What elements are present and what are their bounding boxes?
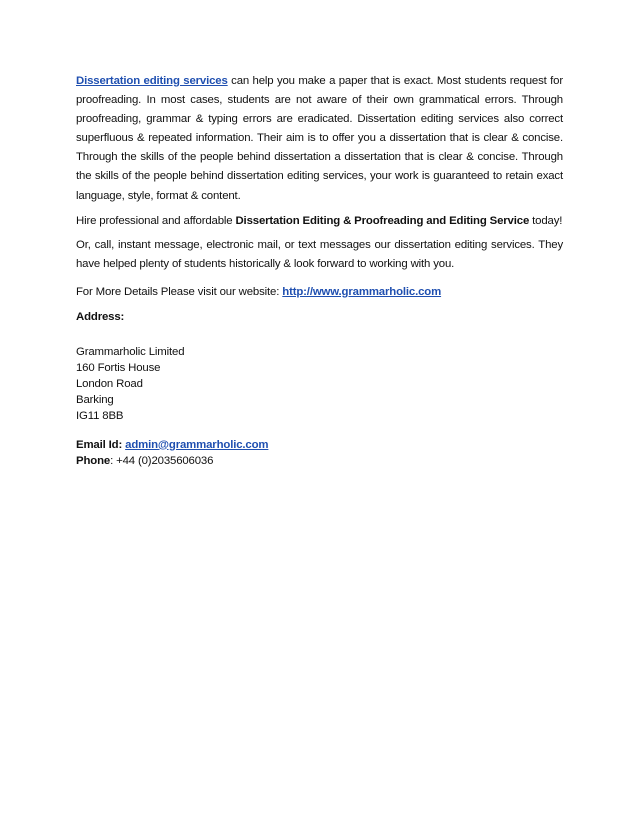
dissertation-editing-services-link[interactable]: Dissertation editing services — [76, 75, 228, 87]
website-link[interactable]: http://www.grammarholic.com — [282, 285, 442, 298]
email-line — [76, 437, 563, 453]
address-line-building: 160 Fortis House — [76, 361, 161, 374]
email-label: Email Id: — [76, 438, 126, 451]
intro-text: can help you make a paper that is exact. Most students request for proofreading. In most cases, students are not aware of their own grammatical errors. Through proofreading, grammar & typing errors are eradicated. Dissertation editing services also correct superfluous & repeated information. Their aim is to offer you a dissertation that is clear & concise. Through the skills of the people behind dissertation a dissertation that is clear & concise. Through the skills of the people behind dissertation editing services, your work is guaranteed to retain exact language, style, format & content. — [76, 75, 563, 202]
website-details — [76, 283, 563, 302]
address-line-street: London Road — [76, 377, 143, 390]
email-link[interactable]: admin@grammarholic.com — [125, 438, 269, 451]
phone-value: : +44 (0)2035606036 — [110, 454, 214, 467]
address-block — [76, 344, 563, 424]
phone-line — [76, 453, 563, 469]
document-body — [76, 72, 563, 469]
contact-block — [76, 437, 563, 469]
address-line-town: Barking — [76, 393, 114, 406]
intro-paragraph — [76, 72, 563, 206]
address-line-postcode: IG11 8BB — [76, 409, 124, 422]
hire-text-after: today! — [529, 214, 563, 227]
website-label: For More Details Please visit our website: — [76, 285, 283, 298]
address-line-company: Grammarholic Limited — [76, 345, 185, 358]
address-heading: Address: — [76, 310, 125, 323]
hire-text-before: Hire professional and affordable — [76, 214, 236, 227]
phone-label: Phone — [76, 454, 111, 467]
contact-paragraph: Or, call, instant message, electronic mail, or text messages our dissertation editing services. They have helped plenty of students historically & look forward to working with you. — [76, 238, 563, 270]
hire-paragraph — [76, 212, 563, 231]
hire-service-name: Dissertation Editing & Proofreading and Editing Service — [235, 214, 530, 227]
